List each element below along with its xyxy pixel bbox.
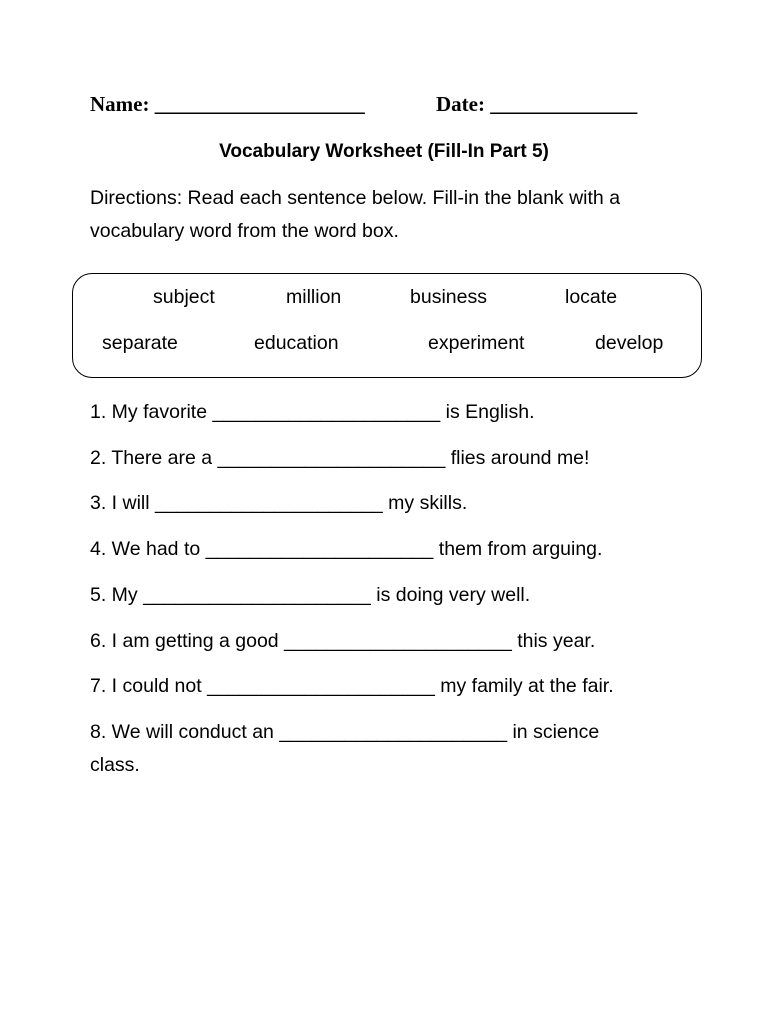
word-box-item: business <box>410 286 487 308</box>
sentence-item: 1. My favorite _____________________ is English. <box>90 401 535 423</box>
worksheet-title: Vocabulary Worksheet (Fill-In Part 5) <box>219 141 549 162</box>
sentence-item: 7. I could not _____________________ my family at the fair. <box>90 675 614 697</box>
word-box-item: subject <box>153 286 215 308</box>
word-box-item: experiment <box>428 332 525 354</box>
word-box-item: education <box>254 332 339 354</box>
sentence-item: 4. We had to _____________________ them from arguing. <box>90 538 603 560</box>
sentence-item: 2. There are a _____________________ flies around me! <box>90 447 590 469</box>
sentence-item: 6. I am getting a good _____________________ this year. <box>90 630 596 652</box>
sentence-item: 3. I will _____________________ my skills. <box>90 492 468 514</box>
word-box <box>72 273 702 378</box>
sentence-item: 5. My _____________________ is doing very well. <box>90 584 531 606</box>
directions-text: Directions: Read each sentence below. Fill-in the blank with a vocabulary word from the word box. <box>90 187 621 242</box>
word-box-item: locate <box>565 286 618 308</box>
word-box-item: separate <box>102 332 178 354</box>
date-field-label: Date: ______________ <box>436 92 638 116</box>
sentence-item: 8. We will conduct an _____________________ in science class. <box>90 721 605 776</box>
word-box-item: develop <box>595 332 664 354</box>
word-box-item: million <box>286 286 342 308</box>
name-field-label: Name: ____________________ <box>90 92 365 116</box>
